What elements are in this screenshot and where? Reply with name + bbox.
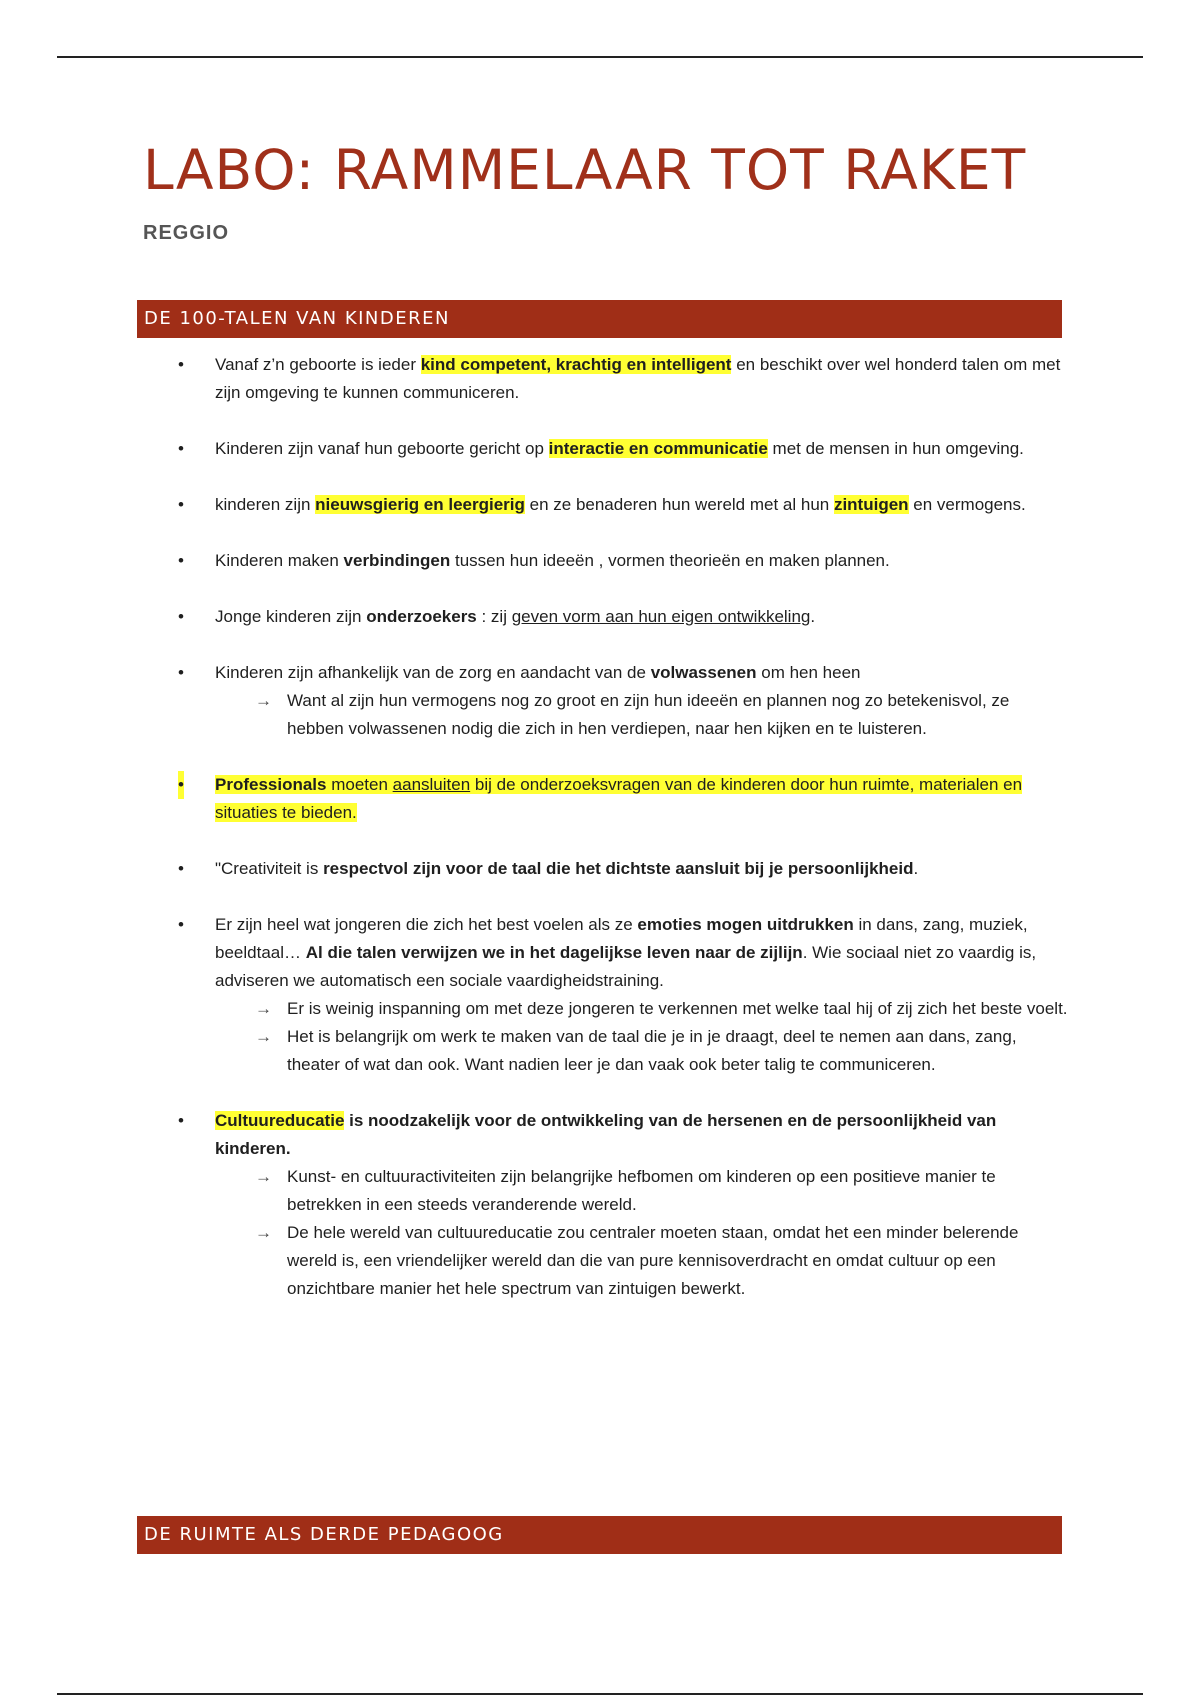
sub-item: [215, 687, 1070, 743]
bullet-icon: •: [178, 355, 184, 374]
list-item: [170, 547, 1070, 575]
bullet-icon: •: [178, 607, 184, 626]
list-item: [170, 1107, 1070, 1303]
bullet-icon: •: [178, 859, 184, 878]
item-text: Kinderen zijn afhankelijk van de zorg en aandacht van de: [215, 663, 651, 682]
item-text: om hen heen: [756, 663, 861, 682]
bold-text: Professionals: [215, 775, 327, 794]
bold-text: Al die talen verwijzen we in het dagelijkse leven naar de zijlijn: [305, 943, 803, 962]
highlighted-text: nieuwsgierig en leergierig: [315, 495, 525, 514]
item-text: moeten: [326, 775, 393, 794]
item-text: tussen hun ideeën , vormen theorieën en maken plannen.: [450, 551, 890, 570]
sub-item-text: Er is weinig inspanning om met deze jongeren te verkennen met welke taal hij of zij zich het beste voelt.: [287, 999, 1068, 1018]
sub-item-text: Kunst- en cultuuractiviteiten zijn belangrijke hefbomen om kinderen op een positieve manier te betrekken in een steeds veranderende wereld.: [287, 1167, 996, 1214]
item-text: Jonge kinderen zijn: [215, 607, 367, 626]
list-item: [170, 351, 1070, 407]
list-item: [170, 911, 1070, 1079]
list-item: [170, 855, 1070, 883]
sub-item: [215, 1219, 1070, 1303]
arrow-right-icon: →: [255, 1167, 272, 1186]
sub-item: [215, 1023, 1070, 1079]
sub-item: [215, 1163, 1070, 1219]
item-text: met de mensen in hun omgeving.: [767, 439, 1024, 458]
section-heading-100-talen: DE 100-TALEN VAN KINDEREN: [137, 300, 1062, 338]
highlighted-text: kind competent, krachtig en intelligent: [420, 355, 732, 374]
bold-text: verbindingen: [343, 551, 451, 570]
bullet-icon: •: [178, 1111, 184, 1130]
list-item: [170, 771, 1070, 827]
arrow-right-icon: →: [255, 1223, 272, 1242]
highlighted-text: interactie en communicatie: [548, 439, 768, 458]
arrow-right-icon: →: [255, 691, 272, 710]
item-text: Er zijn heel wat jongeren die zich het best voelen als ze: [215, 915, 638, 934]
sub-item-text: Want al zijn hun vermogens nog zo groot en zijn hun ideeën en plannen nog zo betekenisvol, ze hebben volwassenen nodig die zich in hen verdiepen, naar hen kijken en te luisteren.: [287, 691, 1010, 738]
page-bottom-rule: [57, 1693, 1143, 1695]
arrow-right-icon: →: [255, 1027, 272, 1046]
list-item: [170, 491, 1070, 519]
document-title: LABO: RAMMELAAR TOT RAKET: [143, 138, 1027, 202]
bullet-icon: •: [178, 771, 184, 799]
underlined-text: aansluiten: [392, 775, 471, 794]
item-text: en beschikt over wel honderd talen om met zijn omgeving te kunnen communiceren.: [215, 355, 1061, 402]
list-item: [170, 603, 1070, 631]
item-text: bij de onderzoeksvragen van de kinderen door hun ruimte, materialen en situaties te bieden.: [215, 775, 1023, 822]
sub-item-text: De hele wereld van cultuureducatie zou centraler moeten staan, omdat het een minder belerende wereld is, een vriendelijker wereld dan die van pure kennisoverdracht en omdat cultuur op een onzichtbare manier het hele spectrum van zintuigen bewerkt.: [287, 1223, 1019, 1298]
highlighted-text: Cultuureducatie: [215, 1111, 345, 1130]
item-text: Kinderen zijn vanaf hun geboorte gericht op: [215, 439, 549, 458]
bold-text: onderzoekers: [366, 607, 477, 626]
section-100-talen-list: [170, 351, 1070, 1331]
list-item: [170, 435, 1070, 463]
sub-item-text: Het is belangrijk om werk te maken van de taal die je in je draagt, deel te nemen aan dans, zang, theater of wat dan ook. Want nadien leer je dan vaak ook beter talig te communiceren.: [287, 1027, 1017, 1074]
item-text: en vermogens.: [908, 495, 1026, 514]
bullet-icon: •: [178, 551, 184, 570]
underlined-text: geven vorm aan hun eigen ontwikkeling: [511, 607, 811, 626]
bold-text: volwassenen: [650, 663, 757, 682]
sub-item: [215, 995, 1070, 1023]
bold-text: respectvol zijn voor de taal die het dichtste aansluit bij je persoonlijkheid: [323, 859, 914, 878]
bullet-icon: •: [178, 663, 184, 682]
item-text: "Creativiteit is: [215, 859, 324, 878]
bold-text: is noodzakelijk voor de ontwikkeling van de hersenen en de persoonlijkheid van kinderen.: [215, 1111, 997, 1158]
bullet-icon: •: [178, 915, 184, 934]
item-text: kinderen zijn: [215, 495, 316, 514]
page-top-rule: [57, 56, 1143, 58]
item-text: Kinderen maken: [215, 551, 344, 570]
document-subtitle: REGGIO: [143, 222, 230, 244]
item-text: .: [913, 859, 919, 878]
bold-text: emoties mogen uitdrukken: [637, 915, 854, 934]
highlighted-text: zintuigen: [833, 495, 909, 514]
item-text: : zij: [476, 607, 512, 626]
list-item: [170, 659, 1070, 743]
item-text: en ze benaderen hun wereld met al hun: [524, 495, 834, 514]
item-text: in dans, zang, muziek, beeldtaal…: [215, 915, 1028, 962]
arrow-right-icon: →: [255, 999, 272, 1018]
section-heading-ruimte: DE RUIMTE ALS DERDE PEDAGOOG: [137, 1516, 1062, 1554]
item-text: .: [810, 607, 816, 626]
bullet-icon: •: [178, 439, 184, 458]
item-text: Vanaf z’n geboorte is ieder: [215, 355, 421, 374]
bullet-icon: •: [178, 495, 184, 514]
item-text: . Wie sociaal niet zo vaardig is, adviseren we automatisch een sociale vaardigheidstraining.: [215, 943, 1037, 990]
